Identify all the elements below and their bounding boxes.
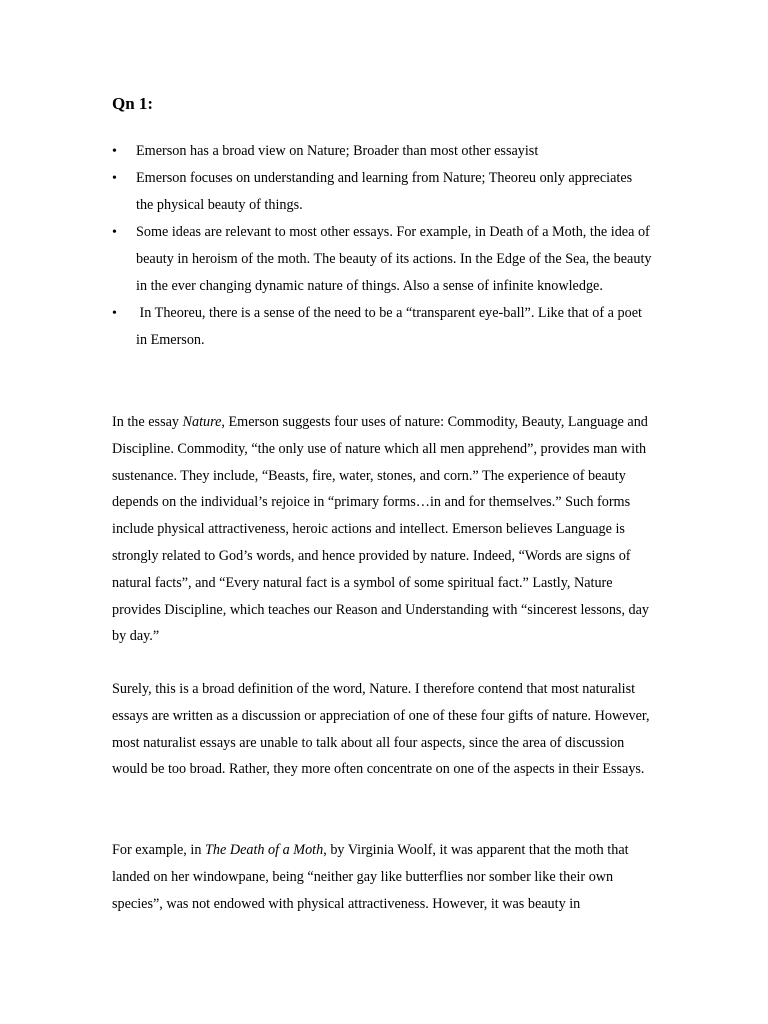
bullet-icon: • (112, 144, 117, 159)
paragraph-broad-definition: Surely, this is a broad definition of the word, Nature. I therefore contend that most naturalist essays are written as a discussion or appreciation of one of these four gifts of nature. However, most naturalist essays are unable to talk about all four aspects, since the area of discussion would be too broad. Rather, they more often concentrate on one of the aspects in their Essays. (112, 681, 650, 778)
essay-title-italic: The Death of a Moth (205, 842, 324, 858)
question-heading: Qn 1: (112, 94, 154, 113)
bullet-list (112, 138, 652, 354)
paragraph-death-of-a-moth (112, 837, 656, 917)
bullet-item (112, 165, 652, 219)
bullet-text: Emerson focuses on understanding and learning from Nature; Theoreu only appreciates the physical beauty of things. (136, 170, 633, 213)
paragraph-text: In the essay (112, 414, 183, 430)
paragraph-text: , by Virginia Woolf, it was apparent that the moth that landed on her windowpane, being “neither gay like butterflies nor somber like their own species”, was not endowed with physical attractiveness. However, it was beauty in (112, 842, 629, 912)
bullet-icon: • (112, 171, 117, 186)
bullet-item (112, 300, 652, 354)
bullet-text: Some ideas are relevant to most other essays. For example, in Death of a Moth, the idea of beauty in heroism of the moth. The beauty of its actions. In the Edge of the Sea, the beauty in the ever changing dynamic nature of things. Also a sense of infinite knowledge. (136, 224, 652, 294)
paragraph-uses-of-nature (112, 409, 656, 650)
bullet-text: In Theoreu, there is a sense of the need to be a “transparent eye-ball”. Like that of a poet in Emerson. (136, 305, 646, 348)
paragraph-text: , Emerson suggests four uses of nature: Commodity, Beauty, Language and Discipline. Commodity, “the only use of nature which all men apprehend”, provides man with sustenance. They include, “Beasts, fire, water, stones, and corn.” The experience of beauty depends on the individual’s rejoice in “primary forms…in and for themselves.” Such forms include physical attractiveness, heroic actions and intellect. Emerson believes Language is strongly related to God’s words, and hence provided by nature. Indeed, “Words are signs of natural facts”, and “Every natural fact is a symbol of some spiritual fact.” Lastly, Nature provides Discipline, which teaches our Reason and Understanding with “sincerest lessons, day by day.” (112, 414, 650, 645)
bullet-icon: • (112, 306, 117, 321)
bullet-icon: • (112, 225, 117, 240)
bullet-item (112, 138, 652, 165)
paragraph-text: For example, in (112, 842, 205, 858)
bullet-text: Emerson has a broad view on Nature; Broader than most other essayist (136, 143, 539, 159)
essay-title-italic: Nature (182, 414, 222, 430)
bullet-item (112, 219, 652, 300)
